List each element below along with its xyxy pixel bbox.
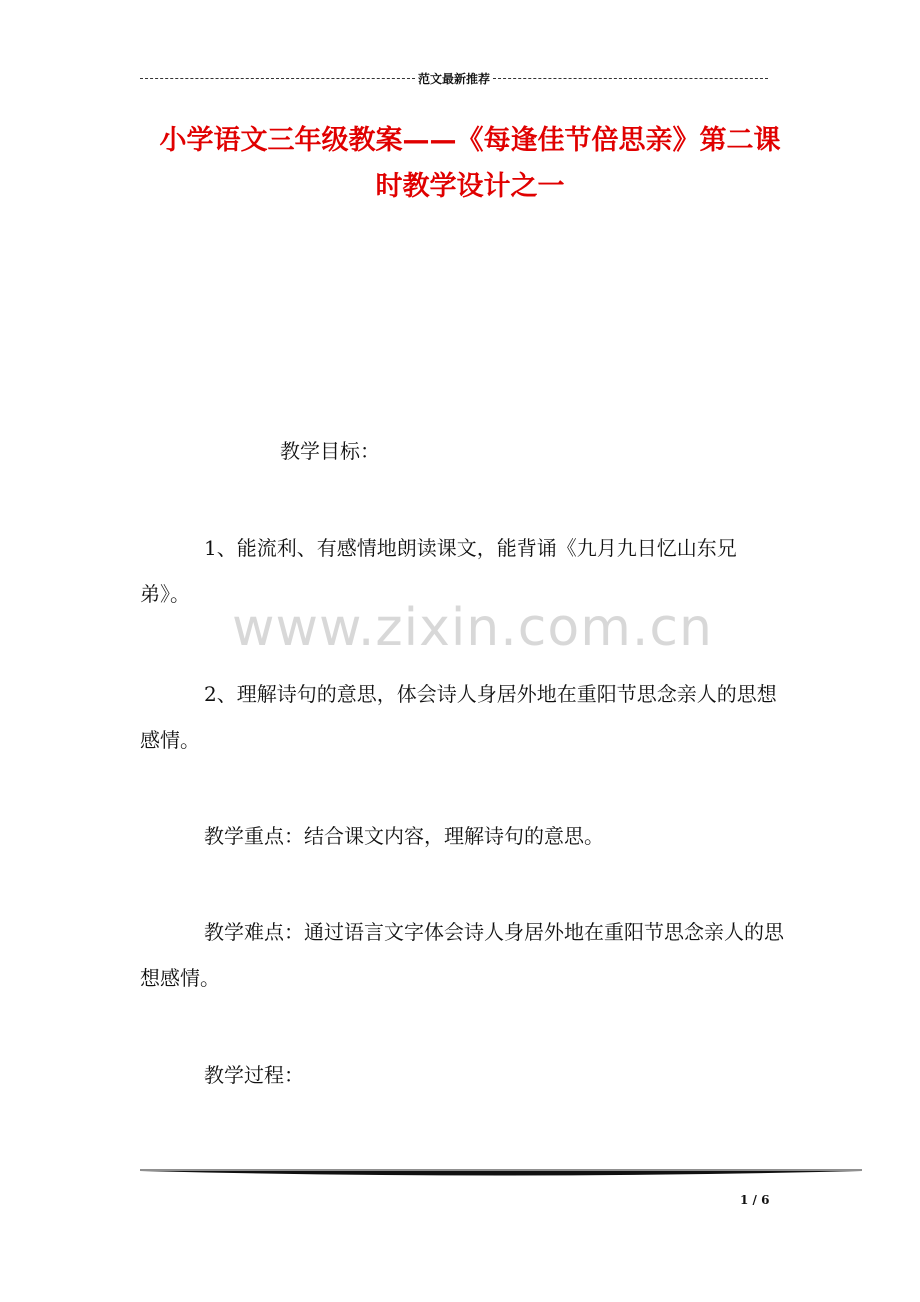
objectives-heading: 教学目标： bbox=[280, 439, 380, 463]
document-title bbox=[120, 118, 820, 210]
page-number: 1 / 6 bbox=[740, 1193, 770, 1207]
title-line-1: 小学语文三年级教案——《每逢佳节倍思亲》第二课 bbox=[159, 125, 781, 156]
objective-1: 1、能流利、有感情地朗读课文，能背诵《九月九日忆山东兄弟》。 bbox=[140, 536, 737, 606]
header-dash-right bbox=[493, 78, 768, 79]
objective-2: 2、理解诗句的意思，体会诗人身居外地在重阳节思念亲人的思想感情。 bbox=[140, 682, 777, 752]
header-label: 范文最新推荐 bbox=[418, 71, 491, 86]
process-heading: 教学过程： bbox=[204, 1063, 304, 1087]
header-dash-left bbox=[140, 78, 415, 79]
difficult-point: 教学难点：通过语言文字体会诗人身居外地在重阳节思念亲人的思想感情。 bbox=[140, 920, 784, 990]
title-line-2: 时教学设计之一 bbox=[375, 171, 565, 202]
footer-rule bbox=[140, 1166, 862, 1180]
page-header bbox=[140, 70, 768, 86]
watermark: www.zixin.com.cn bbox=[232, 598, 713, 658]
key-point: 教学重点：结合课文内容，理解诗句的意思。 bbox=[204, 824, 604, 848]
